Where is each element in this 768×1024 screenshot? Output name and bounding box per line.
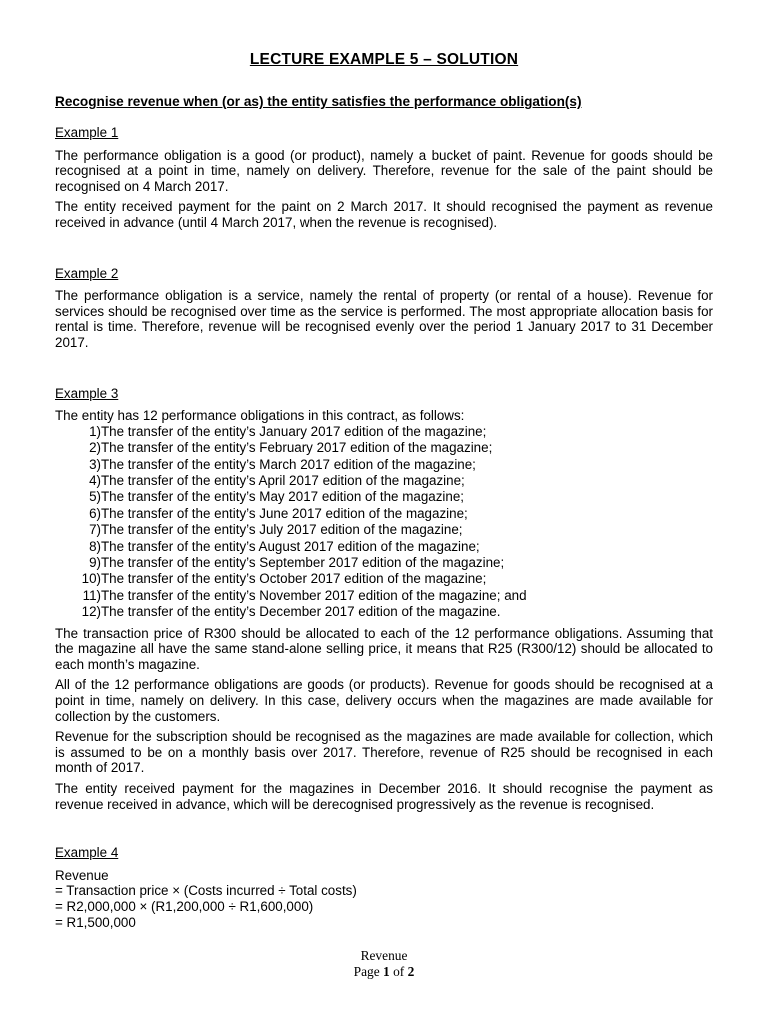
page-title: LECTURE EXAMPLE 5 – SOLUTION xyxy=(249,51,519,68)
list-item-number: 6) xyxy=(89,505,101,521)
example-3-paragraph-4: The entity received payment for the magazines in December 2016. It should recognise the payment as revenue received in advance, which will be derecognised progressively as the revenue is recognised. xyxy=(55,780,713,812)
list-item-text: The transfer of the entity’s November 2017 edition of the magazine; and xyxy=(101,587,527,603)
calculation-line: = R2,000,000 × (R1,200,000 ÷ R1,600,000) xyxy=(55,898,314,914)
list-item-text: The transfer of the entity’s March 2017 edition of the magazine; xyxy=(101,456,476,472)
example-3-intro: The entity has 12 performance obligations in this contract, as follows: xyxy=(55,408,465,424)
example-3-paragraph-3: Revenue for the subscription should be recognised as the magazines are made available for collection, which is assumed to be on a monthly basis over 2017. Therefore, revenue of R25 should be recognised in each month of 2017. xyxy=(55,729,713,776)
list-item-number: 4) xyxy=(89,472,101,488)
list-item xyxy=(55,522,713,538)
list-item xyxy=(55,555,713,571)
list-item-number: 7) xyxy=(89,522,101,538)
list-item xyxy=(55,571,713,587)
performance-obligation-list xyxy=(55,424,713,621)
footer-label: Revenue xyxy=(360,948,408,963)
list-item-number: 3) xyxy=(89,456,101,472)
list-item-text: The transfer of the entity’s April 2017 edition of the magazine; xyxy=(101,472,465,488)
list-item-text: The transfer of the entity’s August 2017 edition of the magazine; xyxy=(101,538,480,554)
list-item xyxy=(55,539,713,555)
example-2-heading: Example 2 xyxy=(55,265,119,281)
list-item-text: The transfer of the entity’s October 2017 edition of the magazine; xyxy=(101,571,487,587)
list-item-number: 9) xyxy=(89,554,101,570)
calculation-line: = Transaction price × (Costs incurred ÷ Total costs) xyxy=(55,883,357,899)
list-item-text: The transfer of the entity’s January 2017 edition of the magazine; xyxy=(101,423,487,439)
calculation-line: Revenue xyxy=(55,867,109,883)
list-item-text: The transfer of the entity’s September 2017 edition of the magazine; xyxy=(101,554,505,570)
list-item-number: 1) xyxy=(89,423,101,439)
list-item xyxy=(55,457,713,473)
list-item-text: The transfer of the entity’s December 2017 edition of the magazine. xyxy=(101,604,501,620)
list-item-number: 2) xyxy=(89,440,101,456)
example-3-paragraph-1: The transaction price of R300 should be allocated to each of the 12 performance obligations. Assuming that the magazine all have the same stand-alone selling price, it means that R25 (R300/12) should be allocated to each month’s magazine. xyxy=(55,625,713,672)
list-item-number: 10) xyxy=(81,571,101,587)
example-1-heading: Example 1 xyxy=(55,125,119,140)
list-item xyxy=(55,489,713,505)
page-footer xyxy=(0,948,768,980)
list-item-text: The transfer of the entity’s February 2017 edition of the magazine; xyxy=(101,440,493,456)
example-3-heading: Example 3 xyxy=(55,385,119,401)
example-3-paragraph-2: All of the 12 performance obligations are goods (or products). Revenue for goods should be recognised at a point in time, namely on delivery. In this case, delivery occurs when the magazines are made available for collection by the customers. xyxy=(55,677,713,724)
list-item xyxy=(55,440,713,456)
example-1-paragraph-1: The performance obligation is a good (or product), namely a bucket of paint. Revenue for goods should be recognised at a point in time, namely on delivery. Therefore, revenue for the sale of the paint should be recognised on 4 March 2017. xyxy=(55,147,713,194)
list-item-number: 11) xyxy=(82,587,101,603)
example-2-paragraph-1: The performance obligation is a service, namely the rental of property (or rental of a house). Revenue for services should be recognised over time as the service is performed. The most appropriate allocation basis for rental is time. Therefore, revenue will be recognised evenly over the period 1 January 2017 to 31 December 2017. xyxy=(55,288,713,350)
page-word: Page xyxy=(353,964,380,979)
list-item-text: The transfer of the entity’s May 2017 edition of the magazine; xyxy=(101,489,464,505)
document-body xyxy=(55,125,713,930)
list-item xyxy=(55,424,713,440)
list-item-number: 8) xyxy=(89,538,101,554)
list-item xyxy=(55,506,713,522)
list-item xyxy=(55,473,713,489)
list-item-text: The transfer of the entity’s July 2017 edition of the magazine; xyxy=(101,522,463,538)
page-current: 1 xyxy=(383,964,390,979)
example-4-heading: Example 4 xyxy=(55,845,119,861)
list-item-number: 12) xyxy=(81,604,101,620)
of-word: of xyxy=(393,964,405,979)
page-total: 2 xyxy=(407,964,415,979)
list-item-text: The transfer of the entity’s June 2017 edition of the magazine; xyxy=(101,505,468,521)
example-1-paragraph-2: The entity received payment for the paint on 2 March 2017. It should recognised the payment as revenue received in advance (until 4 March 2017, when the revenue is recognised). xyxy=(55,199,713,230)
list-item xyxy=(55,588,713,604)
list-item xyxy=(55,604,713,620)
calculation-line: = R1,500,000 xyxy=(55,914,136,930)
list-item-number: 5) xyxy=(89,489,101,505)
page-number xyxy=(0,964,768,980)
section-subtitle: Recognise revenue when (or as) the entity satisfies the performance obligation(s) xyxy=(55,94,582,109)
